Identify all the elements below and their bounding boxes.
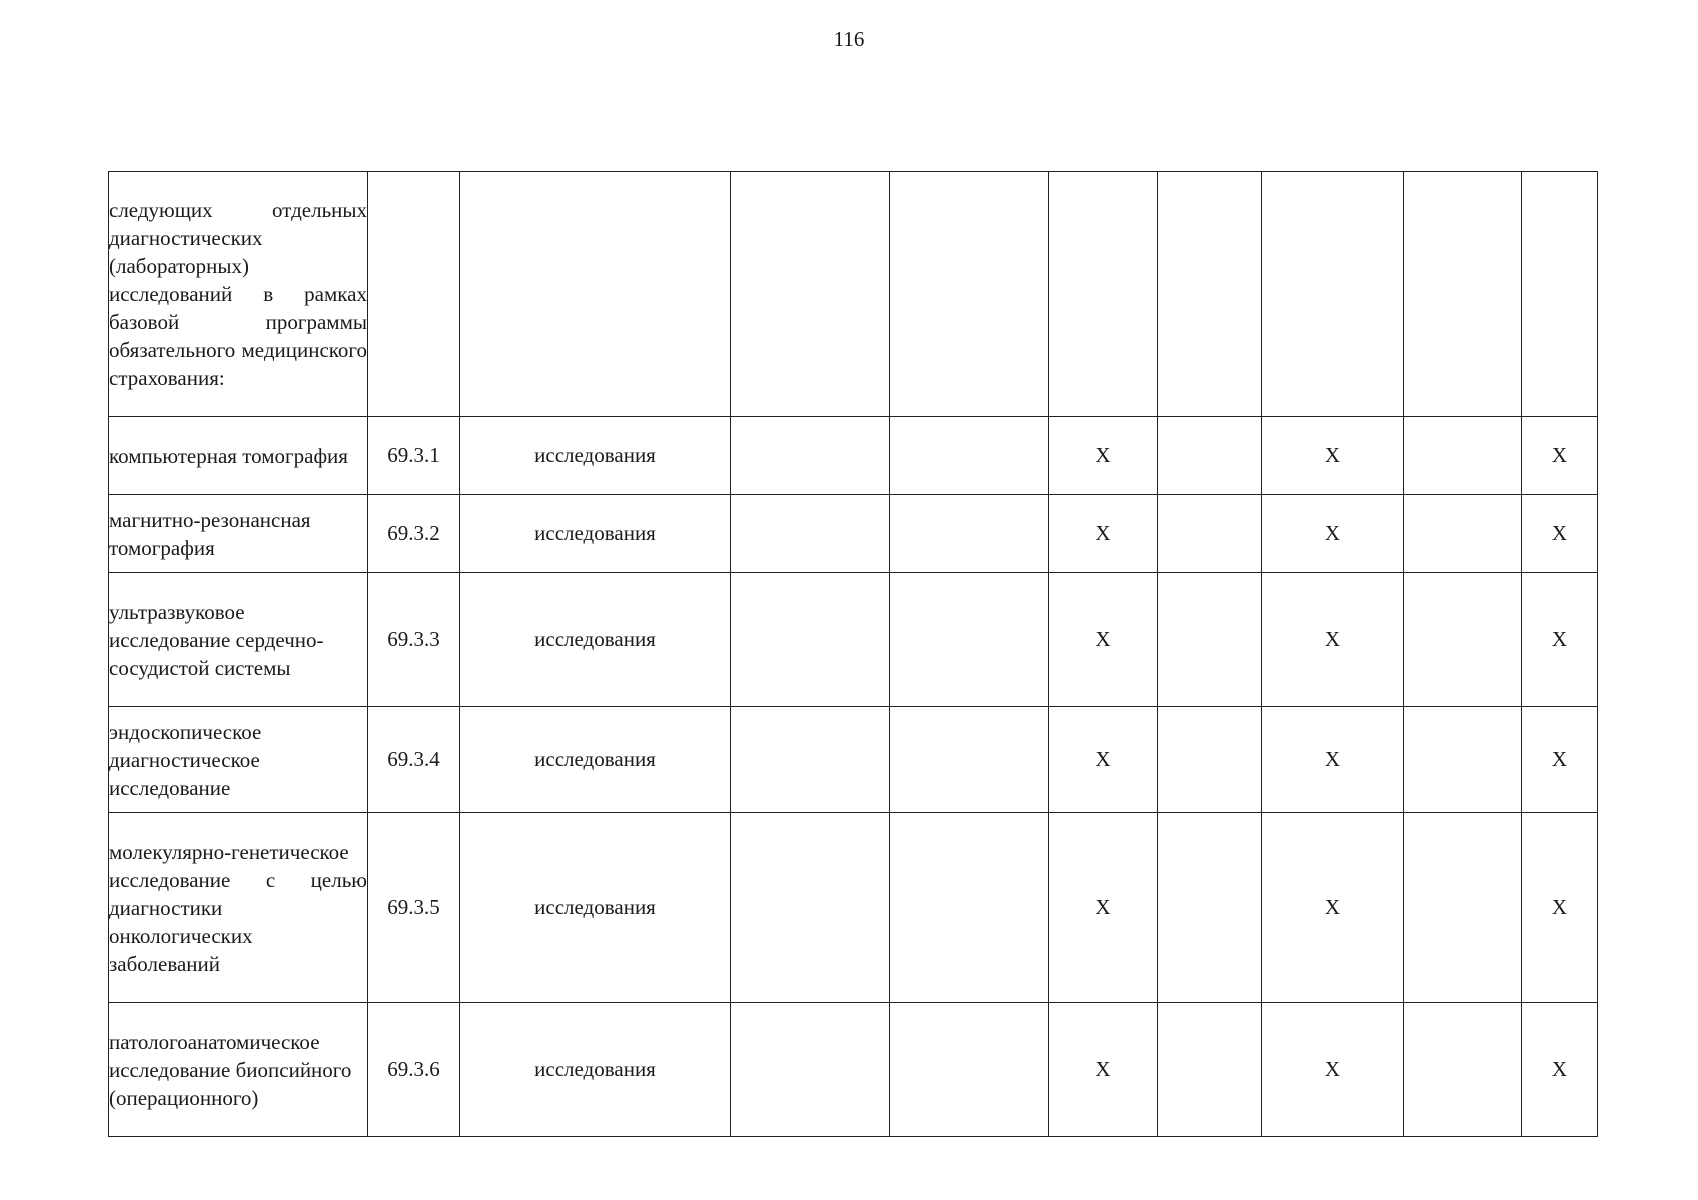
empty-cell: [1158, 573, 1262, 707]
data-table: [108, 171, 1598, 1137]
empty-cell: [1404, 495, 1522, 573]
table-row: [109, 1003, 1598, 1137]
row-code: 69.3.4: [368, 707, 460, 813]
empty-cell: [1158, 707, 1262, 813]
table-row: [109, 417, 1598, 495]
empty-cell: [1262, 172, 1404, 417]
empty-cell: [731, 813, 890, 1003]
x-mark: X: [1049, 495, 1158, 573]
x-mark: X: [1262, 707, 1404, 813]
empty-cell: [1522, 172, 1598, 417]
empty-cell: [890, 1003, 1049, 1137]
x-mark: X: [1522, 495, 1598, 573]
row-code: 69.3.3: [368, 573, 460, 707]
empty-cell: [731, 172, 890, 417]
empty-cell: [1158, 417, 1262, 495]
empty-cell: [1404, 573, 1522, 707]
empty-cell: [1158, 172, 1262, 417]
row-unit: исследования: [460, 573, 731, 707]
empty-cell: [368, 172, 460, 417]
x-mark: X: [1049, 813, 1158, 1003]
empty-cell: [731, 1003, 890, 1137]
empty-cell: [1404, 707, 1522, 813]
empty-cell: [890, 707, 1049, 813]
row-code: 69.3.6: [368, 1003, 460, 1137]
table-row: [109, 813, 1598, 1003]
row-name: эндоскопическое диагностическое исследование: [109, 707, 368, 813]
empty-cell: [1404, 417, 1522, 495]
x-mark: X: [1049, 1003, 1158, 1137]
row-unit: исследования: [460, 813, 731, 1003]
page-number: 116: [833, 27, 865, 51]
x-mark: X: [1522, 417, 1598, 495]
x-mark: X: [1262, 1003, 1404, 1137]
row-unit: исследования: [460, 707, 731, 813]
table-row: [109, 707, 1598, 813]
intro-text-cell: следующих отдельных диагностических (лабораторных) исследований в рамках базовой программы обязательного медицинского страхования:: [109, 172, 368, 417]
row-code: 69.3.2: [368, 495, 460, 573]
row-name: компьютерная томография: [109, 417, 368, 495]
table-row: [109, 172, 1598, 417]
x-mark: X: [1262, 573, 1404, 707]
empty-cell: [890, 172, 1049, 417]
empty-cell: [1404, 1003, 1522, 1137]
empty-cell: [890, 813, 1049, 1003]
x-mark: X: [1049, 707, 1158, 813]
empty-cell: [890, 417, 1049, 495]
empty-cell: [731, 573, 890, 707]
row-name: молекулярно-генетическое исследование с целью диагностики онкологических заболеваний: [109, 813, 368, 1003]
x-mark: X: [1262, 417, 1404, 495]
x-mark: X: [1522, 573, 1598, 707]
empty-cell: [460, 172, 731, 417]
row-unit: исследования: [460, 495, 731, 573]
empty-cell: [890, 573, 1049, 707]
x-mark: X: [1049, 573, 1158, 707]
empty-cell: [1404, 813, 1522, 1003]
table-row: [109, 573, 1598, 707]
empty-cell: [1158, 1003, 1262, 1137]
row-code: 69.3.1: [368, 417, 460, 495]
x-mark: X: [1049, 417, 1158, 495]
empty-cell: [1158, 495, 1262, 573]
empty-cell: [731, 495, 890, 573]
empty-cell: [1049, 172, 1158, 417]
table-row: [109, 495, 1598, 573]
x-mark: X: [1522, 707, 1598, 813]
empty-cell: [1404, 172, 1522, 417]
x-mark: X: [1522, 1003, 1598, 1137]
row-name: магнитно-резонансная томография: [109, 495, 368, 573]
x-mark: X: [1262, 495, 1404, 573]
empty-cell: [1158, 813, 1262, 1003]
row-code: 69.3.5: [368, 813, 460, 1003]
row-unit: исследования: [460, 417, 731, 495]
row-name: патологоанатомическое исследование биопсийного (операционного): [109, 1003, 368, 1137]
empty-cell: [731, 707, 890, 813]
x-mark: X: [1522, 813, 1598, 1003]
empty-cell: [890, 495, 1049, 573]
x-mark: X: [1262, 813, 1404, 1003]
row-name: ультразвуковое исследование сердечно-сосудистой системы: [109, 573, 368, 707]
empty-cell: [731, 417, 890, 495]
row-unit: исследования: [460, 1003, 731, 1137]
